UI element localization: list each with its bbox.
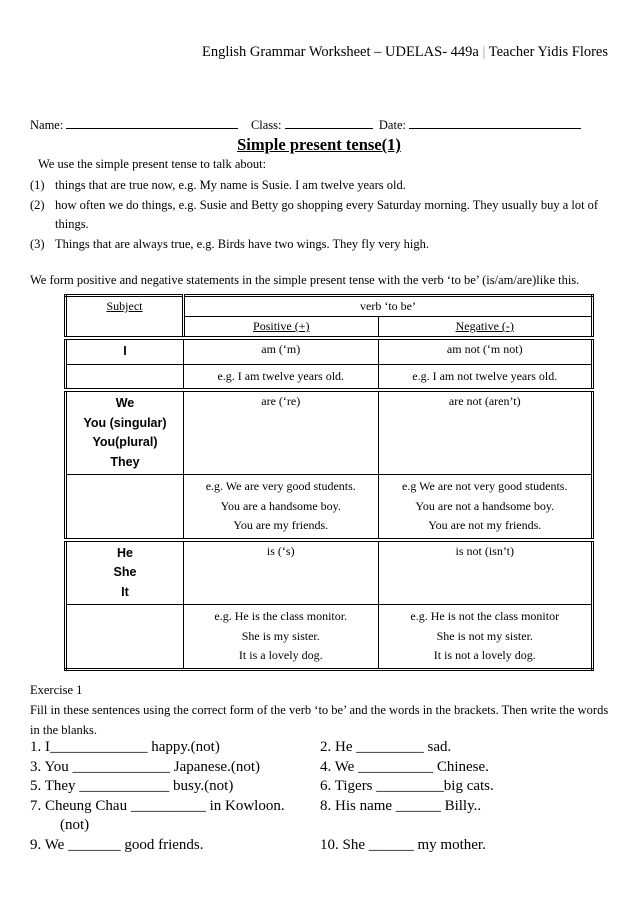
form-note: We form positive and negative statements in the simple present tense with the verb ‘to be’ (is/am/are)like this. [30,273,580,287]
negative-form-cell: are not (aren’t) [378,390,593,475]
teacher-name: Teacher Yidis Flores [488,44,608,60]
negative-example-cell [378,364,593,390]
table-row [66,605,593,670]
negative-form-cell: am not (‘m not) [378,338,593,364]
exercise-row [30,758,620,778]
example-text: You are my friends. [233,518,329,532]
negative-form-cell: is not (isn’t) [378,540,593,605]
exercise-row [30,797,620,817]
verb-header: verb ‘to be’ [184,296,593,317]
exercise-item: 6. Tigers _________big cats. [320,778,494,794]
name-blank [66,118,238,129]
list-item [30,176,615,196]
student-info-line [30,118,581,133]
exercise-item: 5. They ____________ busy.(not) [30,778,234,794]
class-blank [285,118,373,129]
subject-text: They [110,454,140,469]
exercise-item [340,816,620,836]
positive-example-cell [184,475,379,540]
example-text: She is my sister. [241,628,320,643]
worksheet-header [202,44,608,61]
empty-subject-cell [66,475,184,540]
exercise-item: 4. We __________ Chinese. [320,758,489,775]
table-row [66,390,593,475]
worksheet-title: English Grammar Worksheet – UDELAS- 449a [202,44,479,60]
subject-text: She [113,565,137,579]
intro-text: We use the simple present tense to talk about: [38,157,267,171]
table-header-row [66,296,593,317]
class-label: Class: [250,118,282,132]
positive-header-text: Positive (+) [253,319,310,333]
table-row [66,540,593,605]
table-row [66,338,593,364]
subject-cell [66,390,184,475]
list-text: how often we do things, e.g. Susie and Betty go shopping every Saturday morning. They usually buy a lot of things. [55,197,599,231]
date-label: Date: [378,118,406,132]
positive-header [184,317,379,339]
positive-example-cell [184,605,379,670]
exercise-row [30,738,620,758]
page-title: Simple present tense(1) [237,135,401,154]
grammar-table-wrapper [64,294,594,671]
list-item [30,196,615,235]
example-text: e.g. I am twelve years old. [217,368,345,383]
table-row [66,475,593,540]
subject-text: You(plural) [92,435,158,449]
subject-text: I [123,344,127,358]
positive-form-cell: is (‘s) [184,540,379,605]
example-text: It is not a lovely dog. [433,648,536,662]
exercise-instruction: Fill in these sentences using the correct form of the verb ‘to be’ and the words in the brackets. Then write the words in the blanks. [30,703,609,737]
table-row [66,364,593,390]
example-text: You are not my friends. [428,518,542,532]
subject-header [66,296,184,339]
list-text: Things that are always true, e.g. Birds have two wings. They fly very high. [55,236,429,251]
negative-header-text: Negative (-) [455,319,514,333]
empty-subject-cell [66,364,184,390]
list-number: (1) [30,178,45,192]
example-text: e.g We are not very good students. [402,479,568,493]
exercise-item: 10. She ______ my mother. [320,836,486,853]
subject-text: It [121,584,129,599]
subject-cell [66,338,184,364]
empty-subject-cell [66,605,184,670]
subject-header-text: Subject [106,299,143,313]
negative-example-cell [378,605,593,670]
grammar-table [64,294,594,671]
list-number: (3) [30,236,45,251]
example-text: You are a handsome boy. [220,498,341,513]
positive-form-cell: am (‘m) [184,338,379,364]
subject-text: You (singular) [83,415,167,430]
exercise-row [30,816,620,836]
positive-example-cell [184,364,379,390]
example-text: It is a lovely dog. [238,648,323,662]
exercise-item: 2. He _________ sad. [320,739,452,755]
list-text: things that are true now, e.g. My name is Susie. I am twelve years old. [55,178,406,192]
header-separator: | [482,44,486,60]
example-text: e.g. He is not the class monitor [410,609,560,623]
example-text: You are not a handsome boy. [415,498,555,513]
exercise-item: 3. You _____________ Japanese.(not) [30,758,260,775]
date-blank [409,118,581,129]
example-text: e.g. He is the class monitor. [214,609,348,623]
exercise-item-continuation: (not) [60,817,90,833]
exercise-item: 9. We _______ good friends. [30,836,204,853]
exercise-item: 1. I_____________ happy.(not) [30,739,220,755]
uses-list [30,176,615,254]
name-label: Name: [30,118,64,132]
subject-cell [66,540,184,605]
list-number: (2) [30,197,45,212]
example-text: e.g. I am not twelve years old. [412,368,558,383]
example-text: e.g. We are very good students. [205,479,356,493]
exercise-item: 8. His name ______ Billy.. [320,797,482,814]
exercise-item: 7. Cheung Chau __________ in Kowloon. [30,797,285,814]
exercise-row [30,836,620,856]
positive-form-cell: are (‘re) [184,390,379,475]
exercise-items [30,738,620,855]
exercise-label: Exercise 1 [30,683,83,697]
list-item [30,235,615,255]
subject-text: He [117,545,133,560]
example-text: She is not my sister. [436,628,533,643]
subject-text: We [115,396,135,410]
negative-example-cell [378,475,593,540]
negative-header [378,317,593,339]
exercise-row [30,777,620,797]
